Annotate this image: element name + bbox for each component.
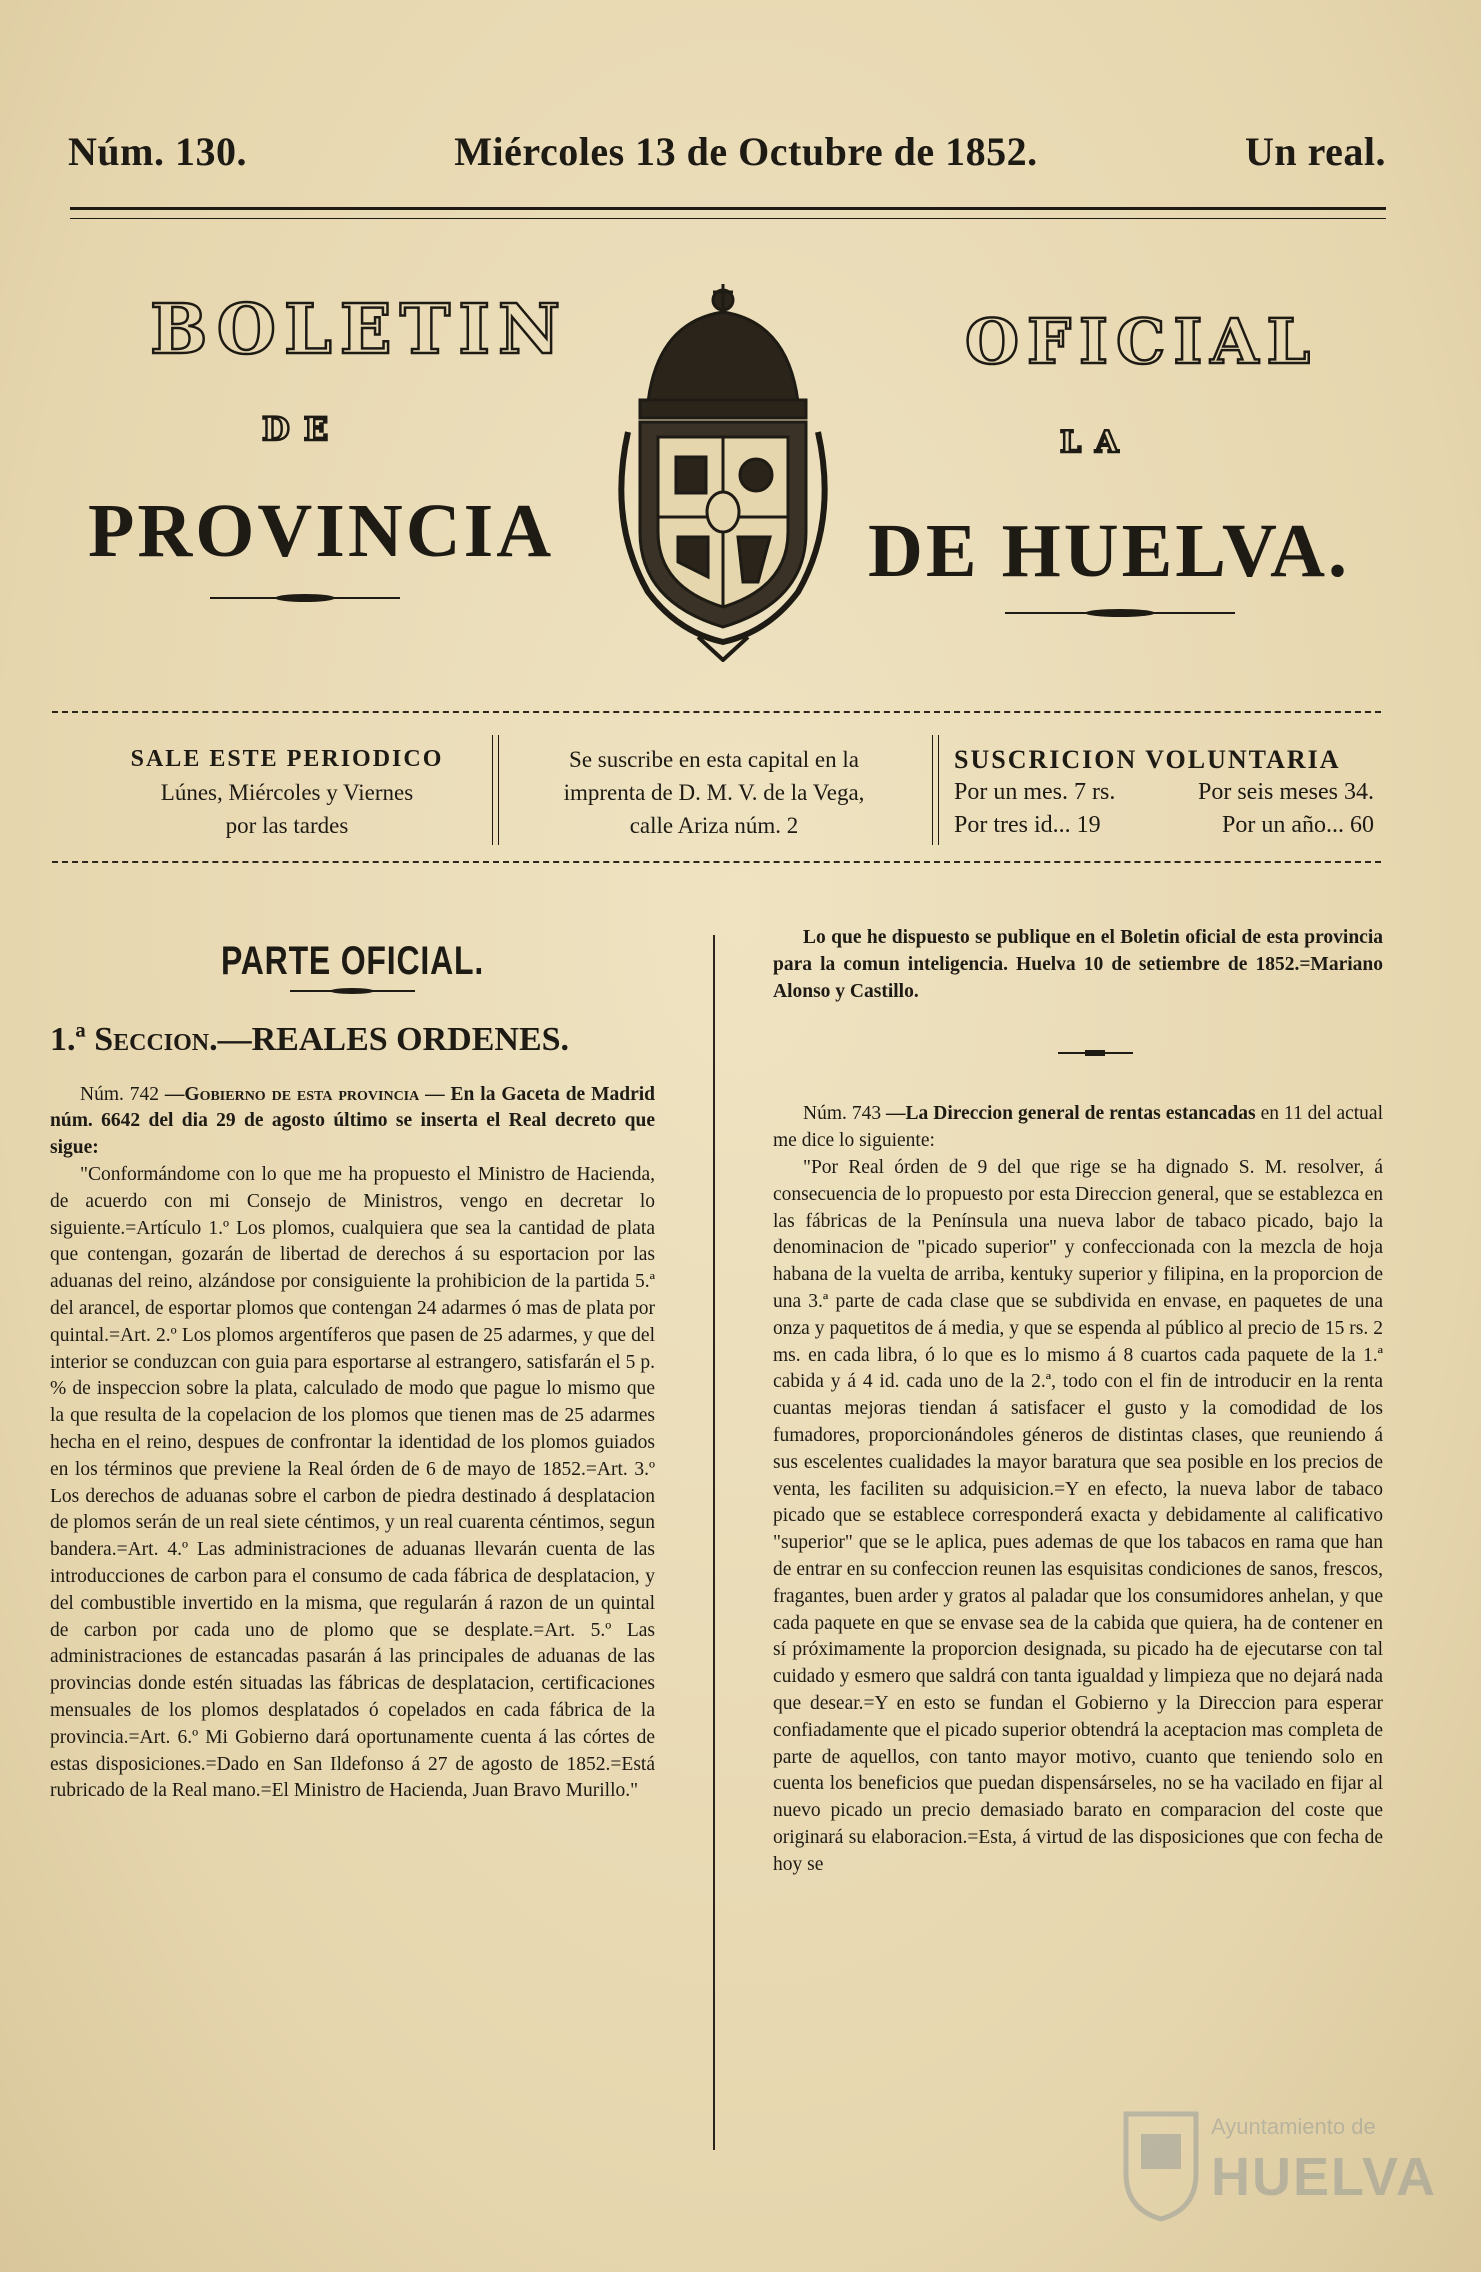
dateline	[68, 128, 1386, 188]
item-intro: En la Gaceta de Madrid núm. 6642 del dia 29 de agosto último se inserta el Real decreto que sigue:	[50, 1083, 655, 1159]
place-line-1: Se suscribe en esta capital en la	[569, 747, 859, 772]
item-number: Núm. 742	[80, 1083, 160, 1105]
info-divider	[932, 735, 939, 845]
paragraph	[50, 1082, 655, 1162]
paragraph: "Por Real órden de 9 del que rige se ha dignado S. M. resolver, á consecuencia de lo propuesto por esta Direccion general, que se establezca en las fábricas de la Península una nueva labor de tabaco picado, bajo la denominacion de "picado superior" y confeccionada con la mezcla de hoja habana de la vuelta de arriba, kentuky superior y filipina, en la proporcion de una 3.ª parte de cada clase que se subdivida en envase, en paquetes de una onza y paquetitos de á media, y que se espenda al público al precio de 15 rs. 2 ms. en cada libra, ó lo que es lo mismo á 8 cuartos cada paquete de la 1.ª cabida y á 4 id. cada uno de la 2.ª, todo con el fin de introducir en la renta cuantas mejoras tiendan á satisfacer el gusto y la comodidad de los fumadores, proporcionándoles géneros de distintas clases, que reuniendo á sus escelentes cualidades la mayor baratura que sea posible en los precios de venta, les faciliten su adquisicion.=Y en efecto, la nueva labor de tabaco picado que se establece corresponderá exacta y debidamente al calificativo "superior" que se le aplica, pues ademas de que los tabacos en rama que han de entrar en su confeccion reunen las esquisitas condiciones de sanos, frescos, fragantes, buen arder y gratos al paladar que los consumidores anhelan, y que cada paquete en que se envase sea de la cabida que quiera, ha de contener en sí próximamente la proporcion designada, su picado ha de ejecutarse con tal cuidado y esmero que saldrá con tanta igualdad y limpieza que no dejará nada que desear.=Y en esto se fundan el Gobierno y la Direccion para esperar confiadamente que el picado superior obtendrá la aceptacion mas completa de parte de aquellos, con tanto mayor motivo, cuanto que teniendo solo en cuenta los beneficios que puedan dispensárseles, no se ha vacilado en fijar al nuevo picado un precio demasiado barato en comparacion del coste que originará su elaboracion.=Esta, á virtud de las disposiciones que con fecha de hoy se	[773, 1156, 1383, 1875]
seccion-word: Seccion.	[94, 1020, 218, 1058]
schedule-heading: SALE ESTE PERIODICO	[130, 746, 444, 772]
schedule-time: por las tardes	[225, 813, 349, 838]
schedule-days: Lúnes, Miércoles y Viernes	[160, 780, 414, 805]
publication-schedule	[92, 743, 482, 842]
section-heading: PARTE OFICIAL.	[220, 939, 485, 983]
issue-number: Núm. 130.	[68, 129, 247, 174]
paragraph: "Conformándome con lo que me ha propuesto el Ministro de Hacienda, de acuerdo con mi Consejo de Ministros, vengo en decretar lo siguiente.=Artículo 1.º Los plomos, cualquiera que sea la cantidad de plata que contengan, gozarán de libertad de derechos á su esportacion por las aduanas del reino, alzándose por consiguiente la prohibicion de la partida 5.ª del arancel, de esportar plomos que contengan 24 adarmes ó mas de plata por quintal.=Art. 2.º Los plomos argentíferos que pasen de 25 adarmes, y que del interior se conduzcan con guia para esportarse al estrangero, satisfarán el 5 p. % de inspeccion sobre la plata, calculado de modo que pague lo mismo que la que resulta de la copelacion de los plomos que tienen mas de 25 adarmes hecha en el reino, despues de confrontar la identidad de los plomos guiados en los términos que previene la Real órden de 6 de mayo de 1852.=Art. 3.º Los derechos de aduanas sobre el carbon de piedra destinado á desplatacion de plomos serán de un real siete céntimos, y un real cuarenta céntimos, segun bandera.=Art. 4.º Las administraciones de aduanas llevarán cuenta de las introducciones de carbon para el consumo de cada fábrica de desplatacion, y del combustible invertido en la misma, que regularán á razon de un quintal de carbon por cada uno de plomo que se desplate.=Art. 5.º Las administraciones de estancadas pasarán á las principales de aduanas de las provincias donde estén situadas las fábricas de desplatacion, certificaciones mensuales de los plomos desplatados ó copelados en cada fábrica de la provincia.=Art. 6.º Mi Gobierno dará oportunamente cuenta á las córtes de estas disposiciones.=Dado en San Ildefonso á 27 de agosto de 1852.=Está rubricado de la Real mano.=El Ministro de Hacienda, Juan Bravo Murillo."	[50, 1163, 655, 1802]
issue-price: Un real.	[1244, 129, 1386, 174]
paragraph: Lo que he dispuesto se publique en el Boletin oficial de esta provincia para la comun inteligencia. Huelva 10 de setiembre de 1852.=Mariano Alonso y Castillo.	[773, 927, 1383, 1002]
header-rule	[70, 207, 1386, 219]
left-column	[50, 925, 655, 1805]
archive-watermark	[1111, 2104, 1451, 2234]
paragraph	[773, 1101, 1383, 1155]
ornament-rule-right	[1005, 607, 1235, 617]
item-number: Núm. 743	[803, 1103, 882, 1125]
subscription-place	[514, 743, 914, 842]
issue-date: Miércoles 13 de Octubre de 1852.	[454, 129, 1038, 174]
right-column	[773, 925, 1383, 1879]
item-authority: —La Direccion general de rentas estancadas	[886, 1103, 1256, 1125]
masthead-provincia: PROVINCIA	[88, 489, 555, 573]
price-six-months: Por seis meses 34.	[1198, 779, 1374, 805]
seccion-number: 1.ª	[50, 1020, 86, 1058]
place-line-3: calle Ariza núm. 2	[629, 813, 799, 838]
seccion-title: —REALES ORDENES.	[217, 1020, 570, 1058]
place-line-2: imprenta de D. M. V. de la Vega,	[563, 780, 865, 805]
masthead-oficial: OFICIAL	[965, 305, 1319, 378]
watermark-line-2: HUELVA	[1211, 2147, 1437, 2207]
separator-ornament	[773, 1023, 1383, 1083]
ornament-border-top	[52, 711, 1381, 719]
price-month: Por un mes. 7 rs.	[954, 779, 1116, 805]
subscription-prices	[954, 743, 1374, 842]
masthead-boletin: BOLETIN	[150, 290, 569, 370]
masthead-de-huelva: DE HUELVA.	[868, 509, 1350, 593]
masthead-la: LA	[1060, 425, 1133, 460]
watermark-line-1: Ayuntamiento de	[1211, 2114, 1376, 2139]
column-rule	[713, 935, 715, 2150]
subscription-box	[52, 705, 1381, 875]
ornament-border-bottom	[52, 861, 1381, 869]
city-shield-icon	[1121, 2104, 1201, 2224]
masthead-de: DE	[262, 410, 343, 448]
prices-heading: SUSCRICION VOLUNTARIA	[954, 745, 1341, 774]
info-divider	[492, 735, 499, 845]
coat-of-arms-icon	[578, 282, 868, 662]
price-three-months: Por tres id... 19	[954, 812, 1101, 838]
price-year: Por un año... 60	[1222, 812, 1374, 838]
item-intro: en 11 del actual me dice lo siguiente:	[773, 1103, 1383, 1152]
seccion-heading	[50, 1020, 655, 1058]
ornament-rule-left	[210, 592, 400, 602]
section-ornament	[50, 981, 655, 1001]
item-authority: —Gobierno de esta provincia —	[164, 1083, 445, 1105]
